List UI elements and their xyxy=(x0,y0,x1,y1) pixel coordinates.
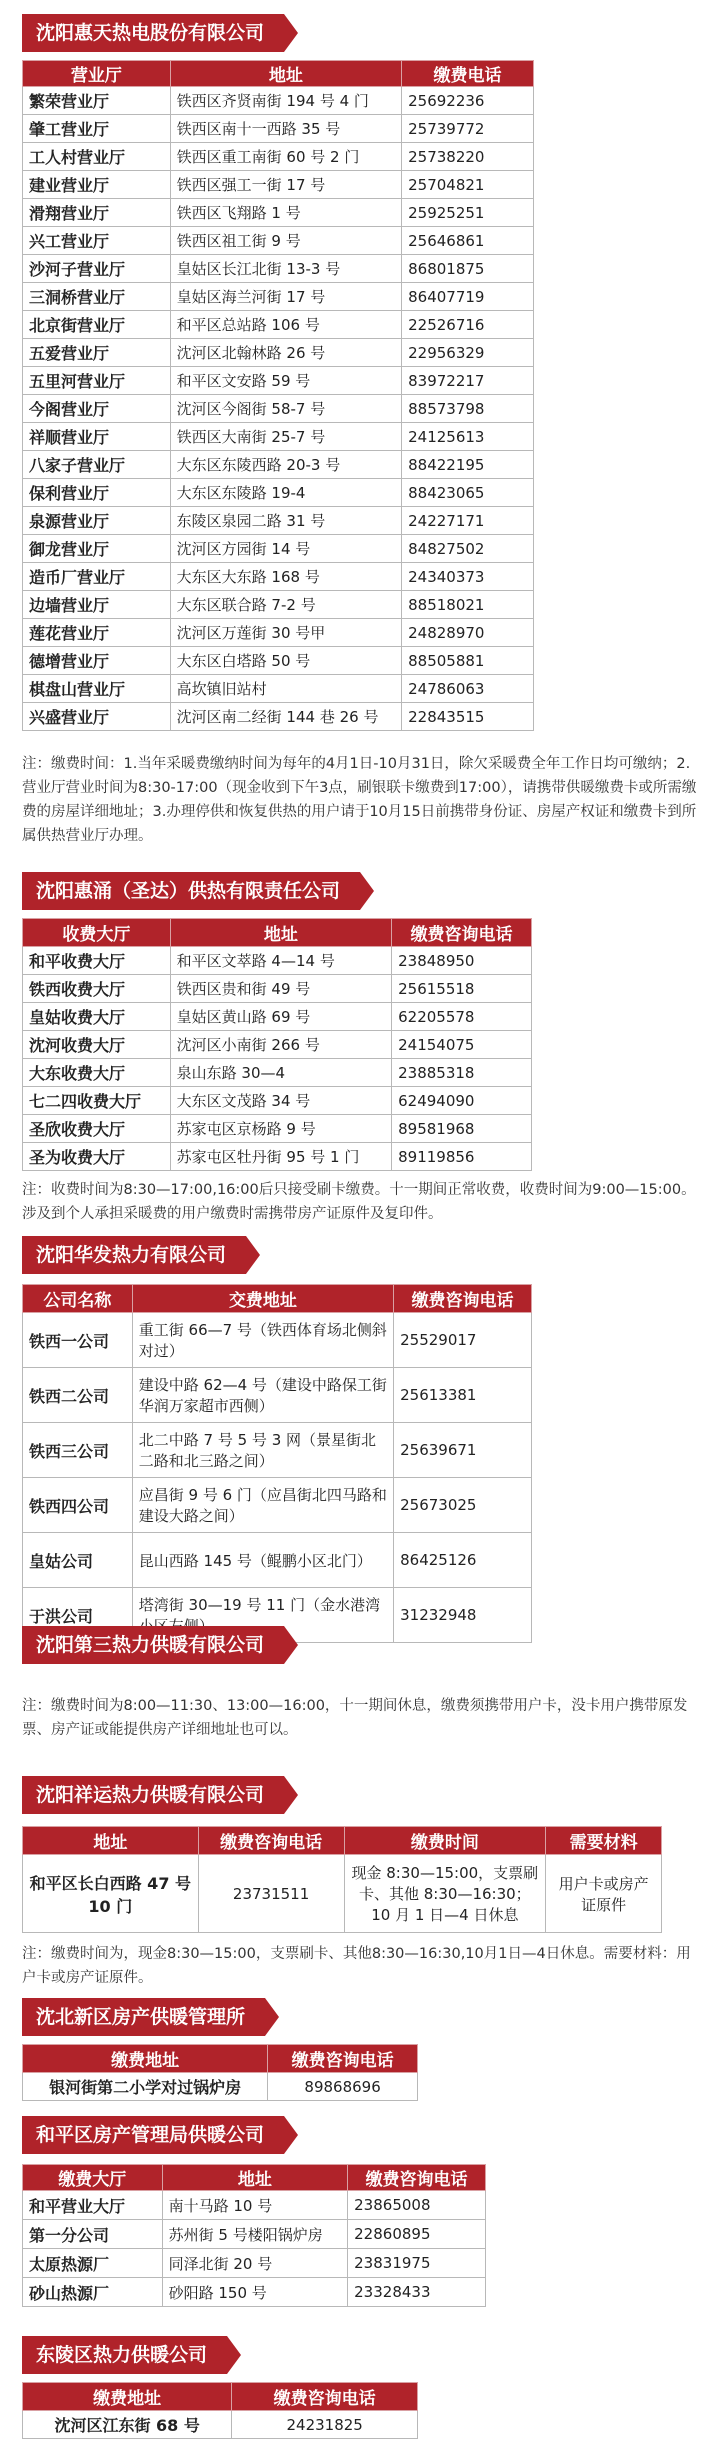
cell-address: 银河街第二小学对过锅炉房 xyxy=(23,2073,268,2101)
cell-phone: 24786063 xyxy=(402,675,534,703)
table-row xyxy=(23,507,534,535)
cell-name: 铁西四公司 xyxy=(23,1478,133,1533)
table-row xyxy=(23,535,534,563)
cell-phone: 88423065 xyxy=(402,479,534,507)
cell-name: 和平营业大厅 xyxy=(23,2191,163,2220)
cell-address: 南十马路 10 号 xyxy=(162,2191,348,2220)
section-title-huafa: 沈阳华发热力有限公司 xyxy=(22,1236,246,1274)
header-phone: 缴费咨询电话 xyxy=(232,2383,418,2411)
header-hall: 收费大厅 xyxy=(23,919,171,947)
cell-phone: 62494090 xyxy=(392,1087,532,1115)
table-dongling xyxy=(22,2382,418,2439)
cell-phone: 24154075 xyxy=(392,1031,532,1059)
cell-name: 莲花营业厅 xyxy=(23,619,171,647)
cell-name: 圣欣收费大厅 xyxy=(23,1115,171,1143)
table-row xyxy=(23,975,532,1003)
cell-phone: 25738220 xyxy=(402,143,534,171)
cell-name: 五里河营业厅 xyxy=(23,367,171,395)
cell-phone: 23885318 xyxy=(392,1059,532,1087)
cell-address: 应昌街 9 号 6 门（应昌街北四马路和建设大路之间） xyxy=(132,1478,393,1533)
cell-name: 沙河子营业厅 xyxy=(23,255,171,283)
cell-phone: 24828970 xyxy=(402,619,534,647)
cell-name: 兴盛营业厅 xyxy=(23,703,171,731)
cell-phone: 83972217 xyxy=(402,367,534,395)
table-row xyxy=(23,1115,532,1143)
cell-name: 御龙营业厅 xyxy=(23,535,171,563)
cell-phone: 89581968 xyxy=(392,1115,532,1143)
cell-name: 于洪公司 xyxy=(23,1588,133,1643)
cell-name: 边墙营业厅 xyxy=(23,591,171,619)
cell-address: 和平区长白西路 47 号 10 门 xyxy=(23,1855,199,1933)
section-title-shenbei: 沈北新区房产供暖管理所 xyxy=(22,1998,265,2036)
cell-name: 肇工营业厅 xyxy=(23,115,171,143)
cell-phone: 23848950 xyxy=(392,947,532,975)
header-address: 缴费地址 xyxy=(23,2045,268,2073)
header-address: 交费地址 xyxy=(132,1285,393,1313)
table-row xyxy=(23,1368,532,1423)
cell-phone: 86425126 xyxy=(394,1533,532,1588)
cell-phone: 23831975 xyxy=(348,2249,486,2278)
cell-phone: 84827502 xyxy=(402,535,534,563)
table-row xyxy=(23,675,534,703)
table-row xyxy=(23,311,534,339)
cell-name: 保利营业厅 xyxy=(23,479,171,507)
cell-address: 铁西区祖工街 9 号 xyxy=(170,227,401,255)
cell-name: 皇姑收费大厅 xyxy=(23,1003,171,1031)
table-heping xyxy=(22,2164,486,2307)
cell-materials: 用户卡或房产证原件 xyxy=(546,1855,662,1933)
table-row xyxy=(23,255,534,283)
cell-address: 苏州街 5 号楼阳锅炉房 xyxy=(162,2220,348,2249)
cell-phone: 31232948 xyxy=(394,1588,532,1643)
cell-address: 北二中路 7 号 5 号 3 网（景星街北二路和北三路之间） xyxy=(132,1423,393,1478)
table-row xyxy=(23,395,534,423)
cell-phone: 24227171 xyxy=(402,507,534,535)
section-huiyong xyxy=(0,872,714,910)
table-row xyxy=(23,703,534,731)
cell-phone: 22526716 xyxy=(402,311,534,339)
table-row xyxy=(23,1143,532,1171)
cell-name: 工人村营业厅 xyxy=(23,143,171,171)
table-row xyxy=(23,143,534,171)
section-huitian xyxy=(0,14,714,52)
cell-name: 沈河收费大厅 xyxy=(23,1031,171,1059)
table-row xyxy=(23,171,534,199)
table-row xyxy=(23,2073,418,2101)
cell-address: 苏家屯区京杨路 9 号 xyxy=(170,1115,391,1143)
table-row xyxy=(23,199,534,227)
section-title-heping: 和平区房产管理局供暖公司 xyxy=(22,2116,284,2154)
table-shenbei xyxy=(22,2044,418,2101)
table-row xyxy=(23,451,534,479)
cell-phone: 25529017 xyxy=(394,1313,532,1368)
header-phone: 缴费咨询电话 xyxy=(198,1827,344,1855)
section-title-disan: 沈阳第三热力供暖有限公司 xyxy=(22,1626,284,1664)
cell-phone: 25646861 xyxy=(402,227,534,255)
table-row xyxy=(23,2411,418,2439)
cell-address: 同泽北街 20 号 xyxy=(162,2249,348,2278)
cell-address: 沈河区今阁街 58-7 号 xyxy=(170,395,401,423)
cell-time: 现金 8:30—15:00，支票刷卡、其他 8:30—16:30；10 月 1 日—4 日休息 xyxy=(344,1855,546,1933)
cell-phone: 89119856 xyxy=(392,1143,532,1171)
cell-phone: 89868696 xyxy=(268,2073,418,2101)
cell-address: 沈河区江东街 68 号 xyxy=(23,2411,232,2439)
cell-address: 沈河区方园街 14 号 xyxy=(170,535,401,563)
header-company: 公司名称 xyxy=(23,1285,133,1313)
cell-name: 造币厂营业厅 xyxy=(23,563,171,591)
table-row xyxy=(23,283,534,311)
section-xiangyun xyxy=(0,1776,714,1814)
table-row xyxy=(23,1478,532,1533)
table-row xyxy=(23,1533,532,1588)
table-row xyxy=(23,2249,486,2278)
cell-address: 东陵区泉园二路 31 号 xyxy=(170,507,401,535)
table-row xyxy=(23,339,534,367)
table-row xyxy=(23,1423,532,1478)
table-row xyxy=(23,479,534,507)
cell-address: 砂阳路 150 号 xyxy=(162,2278,348,2307)
table-row xyxy=(23,115,534,143)
cell-phone: 24125613 xyxy=(402,423,534,451)
cell-address: 和平区文萃路 4—14 号 xyxy=(170,947,391,975)
table-xiangyun xyxy=(22,1826,662,1933)
cell-address: 高坎镇旧站村 xyxy=(170,675,401,703)
cell-phone: 25673025 xyxy=(394,1478,532,1533)
cell-phone: 23731511 xyxy=(198,1855,344,1933)
cell-phone: 25739772 xyxy=(402,115,534,143)
cell-name: 棋盘山营业厅 xyxy=(23,675,171,703)
cell-address: 大东区联合路 7-2 号 xyxy=(170,591,401,619)
header-phone: 缴费咨询电话 xyxy=(392,919,532,947)
table-row xyxy=(23,2220,486,2249)
note-disan: 注：缴费时间为8:00—11:30、13:00—16:00，十一期间休息，缴费须携带用户卡，没卡用户携带原发票、房产证或能提供房产详细地址也可以。 xyxy=(22,1698,688,1738)
table-row xyxy=(23,1087,532,1115)
table-row xyxy=(23,2278,486,2307)
cell-address: 沈河区小南街 266 号 xyxy=(170,1031,391,1059)
cell-address: 铁西区飞翔路 1 号 xyxy=(170,199,401,227)
cell-name: 皇姑公司 xyxy=(23,1533,133,1588)
table-huafa xyxy=(22,1284,532,1643)
header-address: 地址 xyxy=(170,61,401,87)
table-row xyxy=(23,1059,532,1087)
table-row xyxy=(23,423,534,451)
section-title-huiyong: 沈阳惠涌（圣达）供热有限责任公司 xyxy=(22,872,360,910)
table-row xyxy=(23,591,534,619)
cell-name: 七二四收费大厅 xyxy=(23,1087,171,1115)
cell-address: 铁西区强工一街 17 号 xyxy=(170,171,401,199)
cell-name: 繁荣营业厅 xyxy=(23,87,171,115)
cell-name: 兴工营业厅 xyxy=(23,227,171,255)
cell-name: 今阁营业厅 xyxy=(23,395,171,423)
section-shenbei xyxy=(0,1998,714,2036)
table-row xyxy=(23,1855,662,1933)
header-address: 地址 xyxy=(23,1827,199,1855)
cell-phone: 25925251 xyxy=(402,199,534,227)
section-dongling xyxy=(0,2336,714,2374)
section-heping xyxy=(0,2116,714,2154)
table-row xyxy=(23,2191,486,2220)
cell-name: 和平收费大厅 xyxy=(23,947,171,975)
table-row xyxy=(23,87,534,115)
header-time: 缴费时间 xyxy=(344,1827,546,1855)
cell-address: 铁西区南十一西路 35 号 xyxy=(170,115,401,143)
section-title-xiangyun: 沈阳祥运热力供暖有限公司 xyxy=(22,1776,284,1814)
cell-name: 祥顺营业厅 xyxy=(23,423,171,451)
cell-address: 和平区总站路 106 号 xyxy=(170,311,401,339)
note-xiangyun: 注：缴费时间为，现金8:30—15:00，支票刷卡、其他8:30—16:30,10月1日—4日休息。需要材料：用户卡或房产证原件。 xyxy=(22,1946,691,1986)
header-phone: 缴费电话 xyxy=(402,61,534,87)
cell-address: 大东区东陵路 19-4 xyxy=(170,479,401,507)
cell-address: 沈河区南二经街 144 巷 26 号 xyxy=(170,703,401,731)
cell-name: 太原热源厂 xyxy=(23,2249,163,2278)
cell-phone: 25639671 xyxy=(394,1423,532,1478)
cell-phone: 22843515 xyxy=(402,703,534,731)
cell-phone: 25704821 xyxy=(402,171,534,199)
section-disan xyxy=(0,1626,714,1664)
header-phone: 缴费咨询电话 xyxy=(348,2165,486,2191)
cell-name: 滑翔营业厅 xyxy=(23,199,171,227)
cell-address: 大东区文茂路 34 号 xyxy=(170,1087,391,1115)
cell-address: 和平区文安路 59 号 xyxy=(170,367,401,395)
table-row xyxy=(23,1031,532,1059)
cell-address: 铁西区大南街 25-7 号 xyxy=(170,423,401,451)
cell-address: 昆山西路 145 号（鲲鹏小区北门） xyxy=(132,1533,393,1588)
header-address: 地址 xyxy=(170,919,391,947)
table-huiyong xyxy=(22,918,532,1171)
header-address: 地址 xyxy=(162,2165,348,2191)
cell-phone: 88518021 xyxy=(402,591,534,619)
cell-name: 圣为收费大厅 xyxy=(23,1143,171,1171)
cell-phone: 86407719 xyxy=(402,283,534,311)
cell-name: 大东收费大厅 xyxy=(23,1059,171,1087)
cell-address: 铁西区齐贤南街 194 号 4 门 xyxy=(170,87,401,115)
table-row xyxy=(23,1003,532,1031)
cell-address: 皇姑区黄山路 69 号 xyxy=(170,1003,391,1031)
cell-name: 北京街营业厅 xyxy=(23,311,171,339)
cell-name: 铁西三公司 xyxy=(23,1423,133,1478)
cell-phone: 24340373 xyxy=(402,563,534,591)
table-row xyxy=(23,619,534,647)
cell-phone: 86801875 xyxy=(402,255,534,283)
table-huitian xyxy=(22,60,534,731)
cell-address: 大东区大东路 168 号 xyxy=(170,563,401,591)
header-address: 缴费地址 xyxy=(23,2383,232,2411)
cell-name: 五爱营业厅 xyxy=(23,339,171,367)
header-phone: 缴费咨询电话 xyxy=(394,1285,532,1313)
cell-address: 塔湾街 30—19 号 11 门（金水港湾 xyxy=(132,1588,393,1643)
cell-name: 建业营业厅 xyxy=(23,171,171,199)
cell-address: 重工街 66—7 号（铁西体育场北侧斜对过） xyxy=(132,1313,393,1368)
cell-name: 铁西二公司 xyxy=(23,1368,133,1423)
header-hall: 缴费大厅 xyxy=(23,2165,163,2191)
header-hall: 营业厅 xyxy=(23,61,171,87)
cell-phone: 88573798 xyxy=(402,395,534,423)
cell-phone: 25615518 xyxy=(392,975,532,1003)
cell-phone: 24231825 xyxy=(232,2411,418,2439)
cell-address: 大东区东陵西路 20-3 号 xyxy=(170,451,401,479)
cell-phone: 62205578 xyxy=(392,1003,532,1031)
cell-address: 泉山东路 30—4 xyxy=(170,1059,391,1087)
header-phone: 缴费咨询电话 xyxy=(268,2045,418,2073)
section-title-dongling: 东陵区热力供暖公司 xyxy=(22,2336,227,2374)
cell-phone: 88422195 xyxy=(402,451,534,479)
cell-phone: 23865008 xyxy=(348,2191,486,2220)
cell-phone: 22956329 xyxy=(402,339,534,367)
cell-phone: 22860895 xyxy=(348,2220,486,2249)
note-huiyong: 注：收费时间为8:30—17:00,16:00后只接受刷卡缴费。十一期间正常收费，收费时间为9:00—15:00。涉及到个人承担采暖费的用户缴费时需携带房产证原件及复印件。 xyxy=(22,1182,696,1222)
note-huitian: 注：缴费时间：1.当年采暖费缴纳时间为每年的4月1日-10月31日，除欠采暖费全年工作日均可缴纳；2.营业厅营业时间为8:30-17:00（现金收到下午3点，刷银联卡缴费到17:00），请携带供暖缴费卡或所需缴费的房屋详细地址；3.办理停供和恢复供热的用户请于10月15日前携带身份证、房屋产权证和缴费卡到所属供热营业厅办理。 xyxy=(22,756,697,844)
section-title-huitian: 沈阳惠天热电股份有限公司 xyxy=(22,14,284,52)
table-row xyxy=(23,647,534,675)
cell-address: 皇姑区长江北街 13-3 号 xyxy=(170,255,401,283)
cell-name: 泉源营业厅 xyxy=(23,507,171,535)
cell-phone: 25613381 xyxy=(394,1368,532,1423)
cell-address: 大东区白塔路 50 号 xyxy=(170,647,401,675)
cell-phone: 23328433 xyxy=(348,2278,486,2307)
cell-name: 铁西收费大厅 xyxy=(23,975,171,1003)
cell-name: 砂山热源厂 xyxy=(23,2278,163,2307)
cell-name: 三洞桥营业厅 xyxy=(23,283,171,311)
cell-phone: 25692236 xyxy=(402,87,534,115)
table-row xyxy=(23,367,534,395)
cell-address: 铁西区贵和街 49 号 xyxy=(170,975,391,1003)
cell-name: 第一分公司 xyxy=(23,2220,163,2249)
section-huafa xyxy=(0,1236,714,1274)
cell-phone: 88505881 xyxy=(402,647,534,675)
cell-address: 沈河区北翰林路 26 号 xyxy=(170,339,401,367)
table-row xyxy=(23,227,534,255)
cell-name: 铁西一公司 xyxy=(23,1313,133,1368)
cell-name: 八家子营业厅 xyxy=(23,451,171,479)
cell-address: 皇姑区海兰河街 17 号 xyxy=(170,283,401,311)
cell-address: 建设中路 62—4 号（建设中路保工街华润万家超市西侧） xyxy=(132,1368,393,1423)
cell-address: 苏家屯区牡丹街 95 号 1 门 xyxy=(170,1143,391,1171)
cell-address: 铁西区重工南街 60 号 2 门 xyxy=(170,143,401,171)
header-materials: 需要材料 xyxy=(546,1827,662,1855)
table-row xyxy=(23,947,532,975)
cell-name: 德增营业厅 xyxy=(23,647,171,675)
cell-address: 沈河区万莲街 30 号甲 xyxy=(170,619,401,647)
table-row xyxy=(23,1313,532,1368)
table-row xyxy=(23,563,534,591)
